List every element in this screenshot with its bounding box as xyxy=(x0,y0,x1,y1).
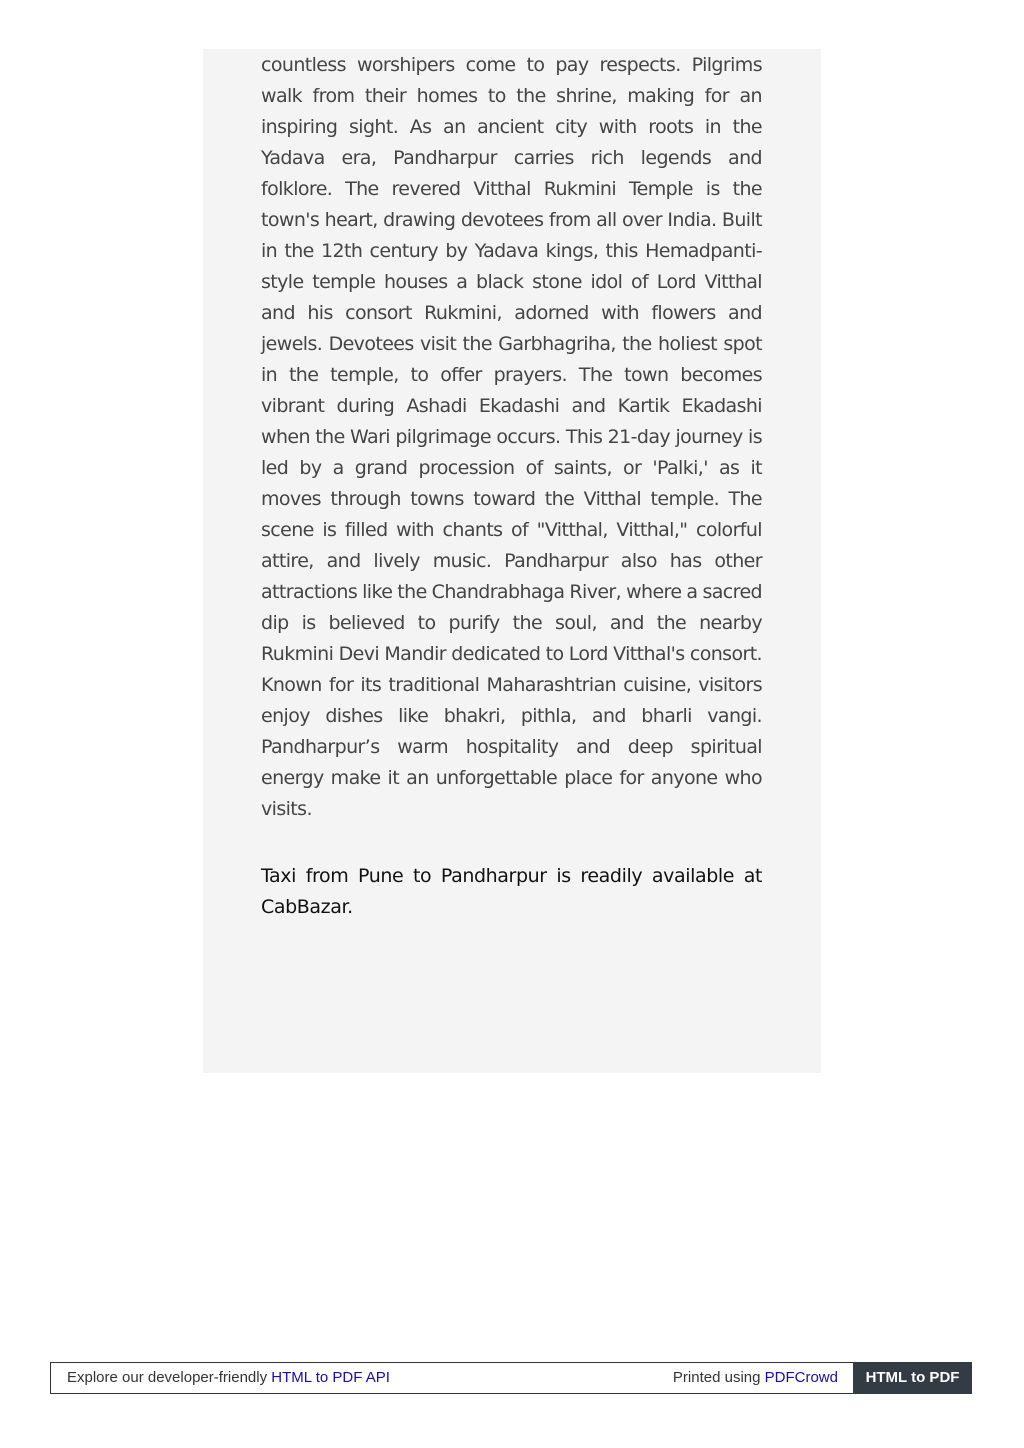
footer-right-prefix: Printed using xyxy=(672,1369,765,1386)
footer-left xyxy=(67,1363,390,1393)
taxi-note: Taxi from Pune to Pandharpur is readily available at CabBazar. xyxy=(261,865,762,918)
pdfcrowd-footer xyxy=(50,1362,972,1394)
html-to-pdf-api-link[interactable]: HTML to PDF API xyxy=(271,1369,390,1386)
pdfcrowd-link[interactable]: PDFCrowd xyxy=(764,1369,838,1386)
footer-right xyxy=(673,1363,838,1393)
html-to-pdf-badge[interactable]: HTML to PDF xyxy=(853,1362,972,1394)
footer-left-prefix: Explore our developer-friendly xyxy=(67,1369,272,1386)
article-body: countless worshipers come to pay respects. Pilgrims walk from their homes to the shrine, making for an inspiring sight. As an ancient city with roots in the Yadava era, Pandharpur carries rich legends and folklore. The revered Vitthal Rukmini Temple is the town's heart, drawing devotees from all over India. Built in the 12th century by Yadava kings, this Hemadpanti-style temple houses a black stone idol of Lord Vitthal and his consort Rukmini, adorned with flowers and jewels. Devotees visit the Garbhagriha, the holiest spot in the temple, to offer prayers. The town becomes vibrant during Ashadi Ekadashi and Kartik Ekadashi when the Wari pilgrimage occurs. This 21-day journey is led by a grand procession of saints, or 'Palki,' as it moves through towns toward the Vitthal temple. The scene is filled with chants of "Vitthal, Vitthal," colorful attire, and lively music. Pandharpur also has other attractions like the Chandrabhaga River, where a sacred dip is believed to purify the soul, and the nearby Rukmini Devi Mandir dedicated to Lord Vitthal's consort. Known for its traditional Maharashtrian cuisine, visitors enjoy dishes like bhakri, pithla, and bharli vangi. Pandharpur’s warm hospitality and deep spiritual energy make it an unforgettable place for anyone who visits. xyxy=(261,54,762,820)
